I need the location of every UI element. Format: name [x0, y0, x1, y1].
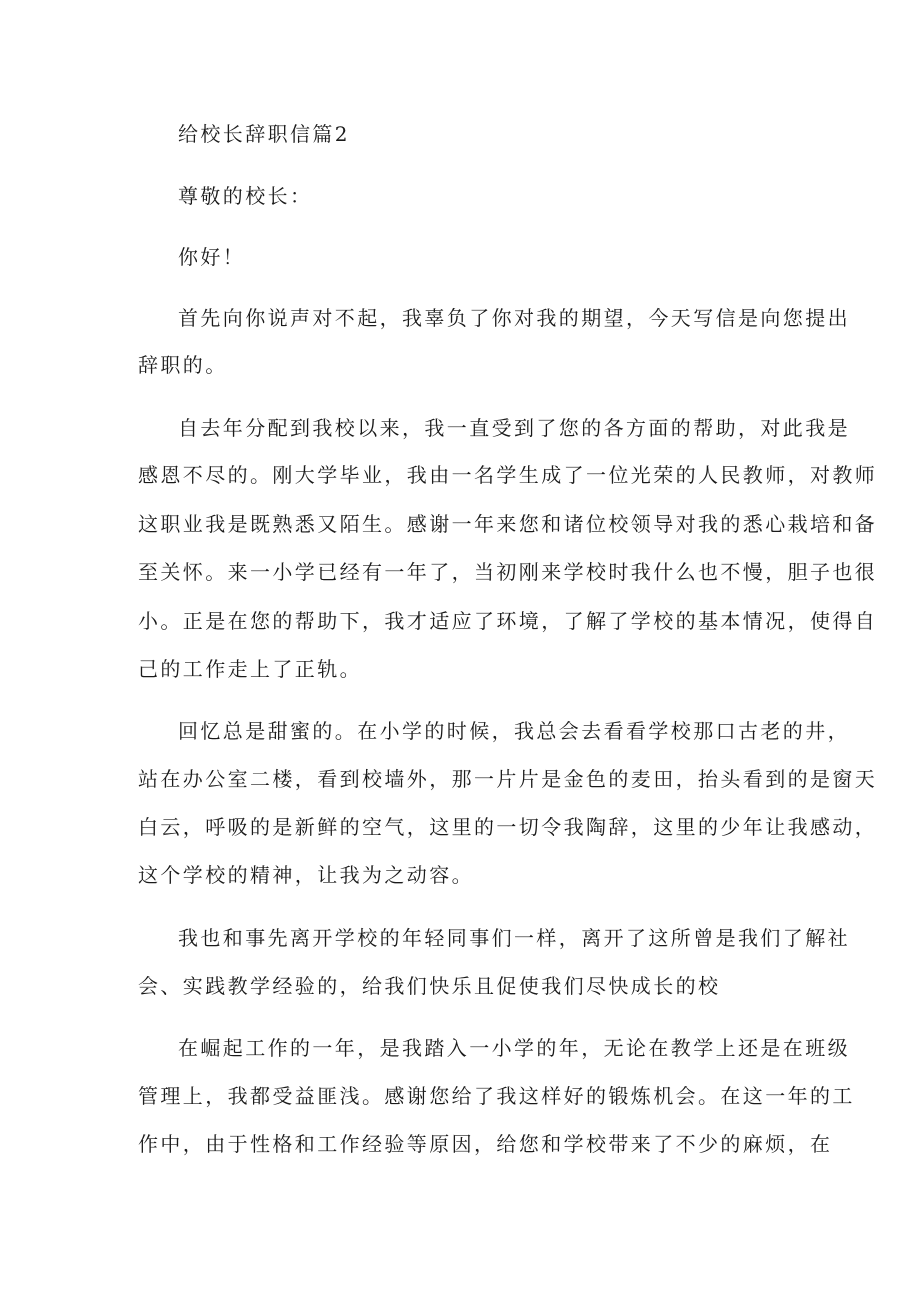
paragraph-4-line-1: 我也和事先离开学校的年轻同事们一样，离开了这所曾是我们了解社: [178, 926, 850, 950]
salutation: 尊敬的校长：: [178, 184, 313, 208]
paragraph-4-line-2: 会、实践教学经验的，给我们快乐且促使我们尽快成长的校: [138, 974, 721, 998]
greeting: 你好！: [178, 245, 246, 269]
paragraph-2-line-3: 这职业我是既熟悉又陌生。感谢一年来您和诸位校领导对我的悉心栽培和备: [138, 512, 878, 536]
paragraph-5-line-3: 作中，由于性格和工作经验等原因，给您和学校带来了不少的麻烦，在: [138, 1132, 833, 1156]
paragraph-1-line-1: 首先向你说声对不起，我辜负了你对我的期望，今天写信是向您提出: [178, 306, 850, 330]
paragraph-3-line-1: 回忆总是甜蜜的。在小学的时候，我总会去看看学校那口古老的井，: [178, 719, 850, 743]
paragraph-1-line-2: 辞职的。: [138, 353, 228, 377]
paragraph-2-line-6: 己的工作走上了正轨。: [138, 657, 362, 681]
paragraph-5-line-1: 在崛起工作的一年，是我踏入一小学的年，无论在教学上还是在班级: [178, 1036, 850, 1060]
paragraph-2-line-2: 感恩不尽的。刚大学毕业，我由一名学生成了一位光荣的人民教师，对教师: [138, 463, 878, 487]
paragraph-2-line-1: 自去年分配到我校以来，我一直受到了您的各方面的帮助，对此我是: [178, 416, 850, 440]
paragraph-3-line-2: 站在办公室二楼，看到校墙外，那一片片是金色的麦田，抬头看到的是窗天: [138, 767, 878, 791]
document-title: 给校长辞职信篇2: [178, 122, 350, 146]
paragraph-5-line-2: 管理上，我都受益匪浅。感谢您给了我这样好的锻炼机会。在这一年的工: [138, 1084, 855, 1108]
paragraph-3-line-3: 白云，呼吸的是新鲜的空气，这里的一切令我陶辞，这里的少年让我感动，: [138, 815, 878, 839]
paragraph-2-line-4: 至关怀。来一小学已经有一年了，当初刚来学校时我什么也不慢，胆子也很: [138, 560, 878, 584]
paragraph-2-line-5: 小。正是在您的帮助下，我才适应了环境，了解了学校的基本情况，使得自: [138, 609, 878, 633]
paragraph-3-line-4: 这个学校的精神，让我为之动容。: [138, 863, 474, 887]
